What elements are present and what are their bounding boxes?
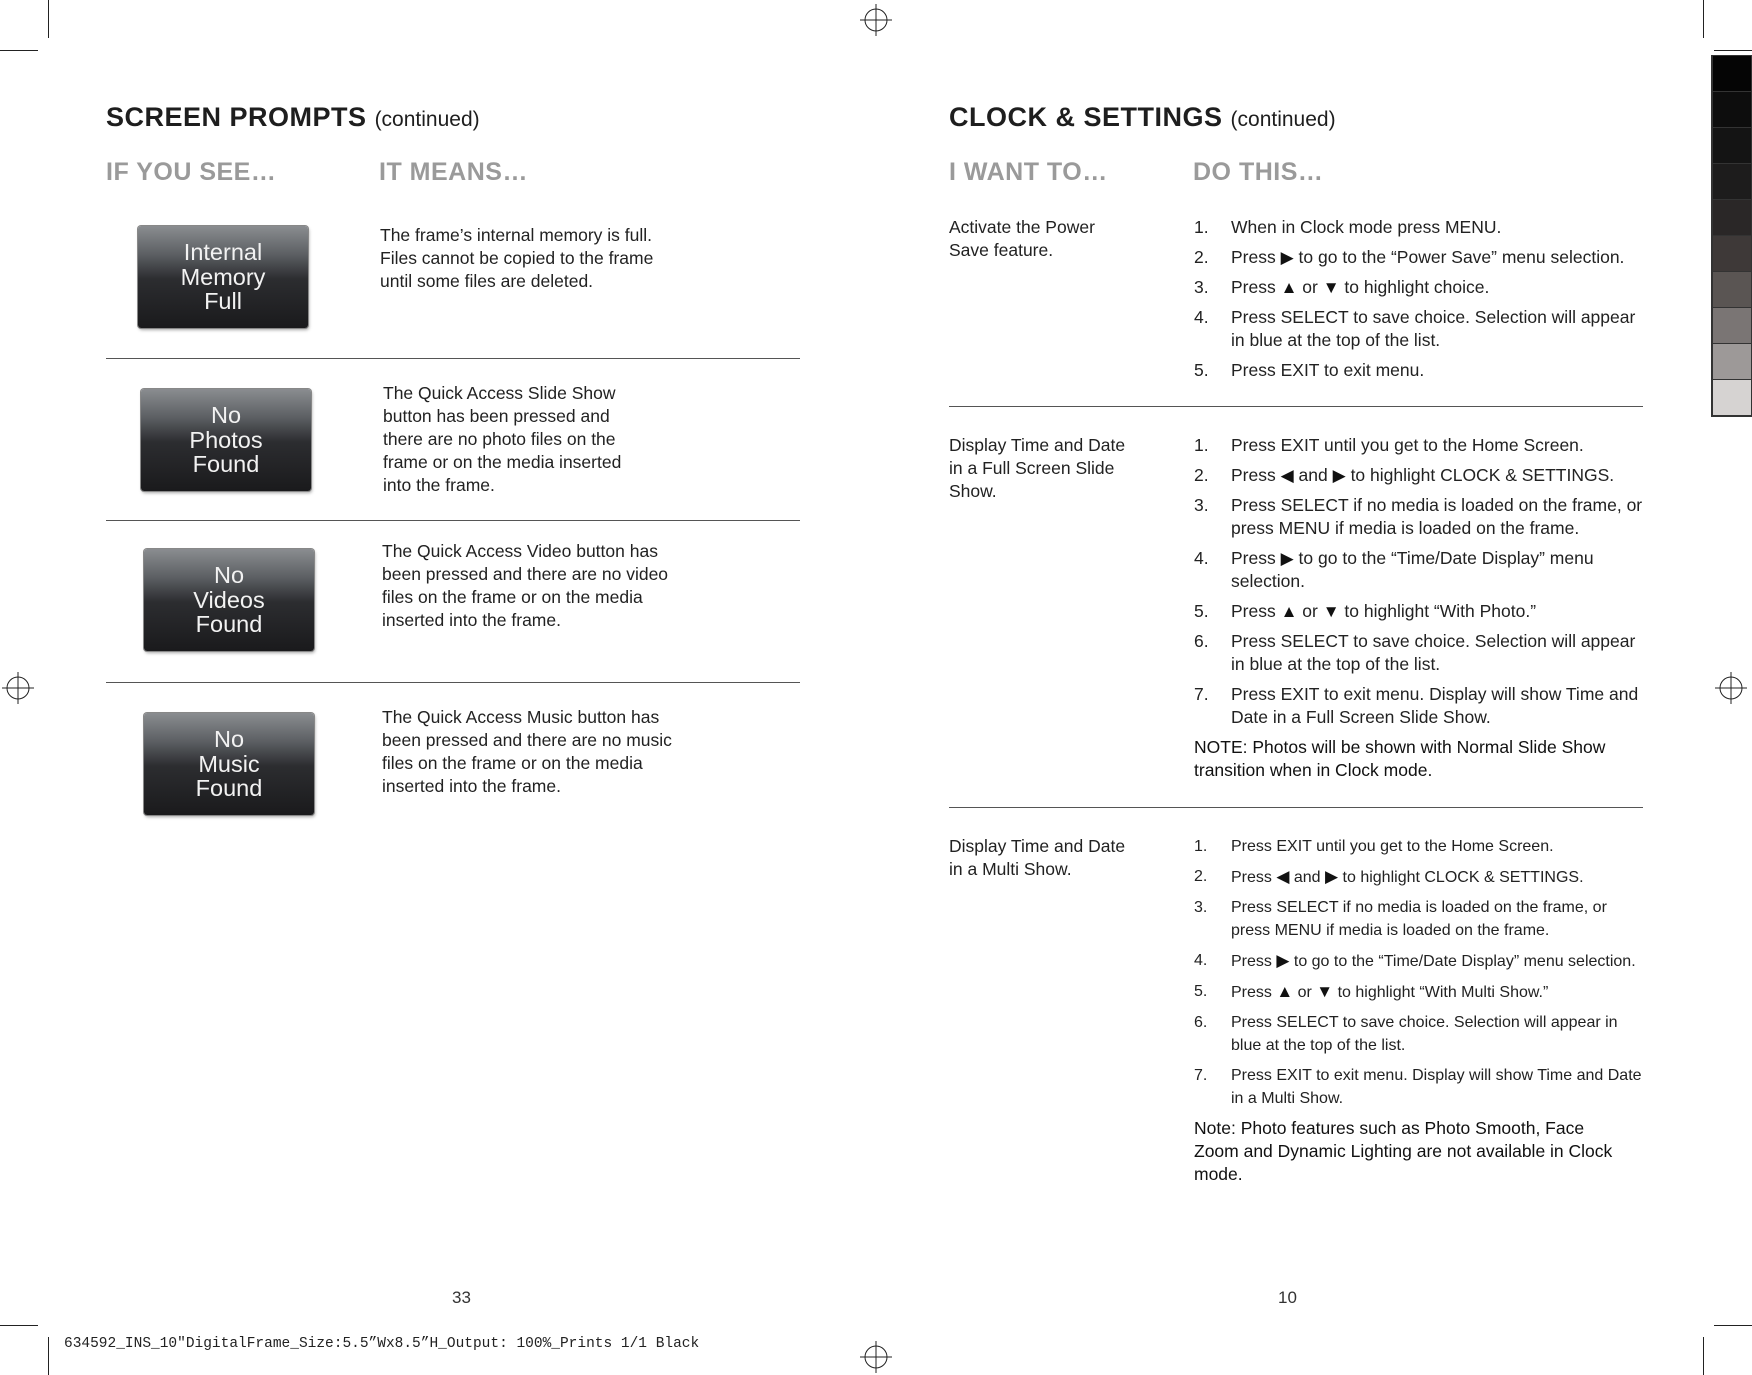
step-text: to go to the “Time/Date Display” menu selection. xyxy=(1289,953,1636,970)
divider xyxy=(106,520,800,521)
step-number: 4. xyxy=(1194,952,1208,969)
step-item xyxy=(1194,683,1649,729)
step-item xyxy=(1194,306,1644,352)
color-swatch xyxy=(1713,56,1751,91)
step-text: to highlight “With Multi Show.” xyxy=(1333,984,1549,1001)
badge-line: Memory xyxy=(180,263,266,290)
color-bar xyxy=(1711,55,1752,417)
step-item xyxy=(1194,835,1649,858)
prompt-badge xyxy=(144,549,314,651)
step-text: Press EXIT to exit menu. xyxy=(1231,360,1425,380)
divider xyxy=(106,682,800,683)
crop-mark xyxy=(0,1325,38,1326)
step-text: to highlight CLOCK & SETTINGS. xyxy=(1345,465,1615,485)
step-text: Press xyxy=(1231,869,1277,886)
step-text: to highlight “With Photo.” xyxy=(1339,601,1537,621)
color-swatch xyxy=(1713,380,1751,415)
step-text: Press EXIT to exit menu. Display will show Time and Date in a Multi Show. xyxy=(1231,1067,1642,1107)
step-number: 6. xyxy=(1194,1014,1208,1031)
step-number: 7. xyxy=(1194,684,1209,704)
page-heading-right xyxy=(949,102,1336,133)
step-item xyxy=(1194,547,1649,593)
step-text: to highlight CLOCK & SETTINGS. xyxy=(1338,869,1584,886)
badge-line: No xyxy=(213,726,245,753)
page-heading-left xyxy=(106,102,480,133)
step-item xyxy=(1194,434,1649,457)
color-swatch xyxy=(1713,128,1751,163)
step-number: 3. xyxy=(1194,277,1209,297)
badge-line: No xyxy=(210,402,242,429)
step-text: When in Clock mode press MENU. xyxy=(1231,217,1502,237)
right-arrow-icon: ▶ xyxy=(1280,549,1294,568)
column-header-if-you-see: IF YOU SEE… xyxy=(106,158,277,186)
step-number: 5. xyxy=(1194,360,1209,380)
step-text: to go to the “Power Save” menu selection. xyxy=(1293,247,1625,267)
step-text: Press xyxy=(1231,548,1281,568)
step-number: 7. xyxy=(1194,1067,1208,1084)
divider xyxy=(949,406,1643,407)
color-swatch xyxy=(1713,200,1751,235)
color-swatch xyxy=(1713,164,1751,199)
registration-mark-icon xyxy=(860,1341,892,1373)
prompt-description: The frame’s internal memory is full. Files cannot be copied to the frame until some files are deleted. xyxy=(380,225,654,291)
crop-mark xyxy=(1714,1325,1752,1326)
step-item xyxy=(1194,1064,1649,1110)
badge-line: No xyxy=(213,562,245,589)
step-text: to highlight choice. xyxy=(1339,277,1490,297)
badge-line: Photos xyxy=(189,426,263,453)
column-header-it-means: IT MEANS… xyxy=(379,158,528,186)
color-swatch xyxy=(1713,272,1751,307)
step-item xyxy=(1194,494,1649,540)
step-number: 2. xyxy=(1194,868,1208,885)
note-text: NOTE: Photos will be shown with Normal Slide Show transition when in Clock mode. xyxy=(1194,737,1606,780)
step-text: Press EXIT to exit menu. Display will show Time and Date in a Full Screen Slide Show. xyxy=(1231,684,1639,727)
divider xyxy=(106,358,800,359)
note-text: Note: Photo features such as Photo Smooth, Face Zoom and Dynamic Lighting are not available in Clock mode. xyxy=(1194,1118,1613,1184)
prompt-badge xyxy=(141,389,311,491)
right-arrow-icon: ▶ xyxy=(1280,248,1294,267)
step-text: and xyxy=(1293,465,1333,485)
step-text: Press SELECT to save choice. Selection will appear in blue at the top of the list. xyxy=(1231,631,1636,674)
heading-suffix: (continued) xyxy=(374,108,480,131)
step-item xyxy=(1194,980,1649,1004)
prompt-badge xyxy=(144,713,314,815)
steps-list xyxy=(1194,434,1649,729)
step-text: or xyxy=(1297,277,1323,297)
badge-line: Found xyxy=(195,611,263,638)
step-number: 2. xyxy=(1194,247,1209,267)
step-text: Press EXIT until you get to the Home Screen. xyxy=(1231,838,1554,855)
step-number: 4. xyxy=(1194,307,1209,327)
steps-list xyxy=(1194,216,1644,389)
registration-mark-icon xyxy=(860,4,892,36)
task-description: Display Time and Date in a Multi Show. xyxy=(949,836,1126,879)
crop-mark xyxy=(1703,1337,1704,1375)
color-swatch xyxy=(1713,92,1751,127)
step-text: Press SELECT if no media is loaded on the frame, or press MENU if media is loaded on the frame. xyxy=(1231,495,1643,538)
prompt-badge xyxy=(138,226,308,328)
step-number: 3. xyxy=(1194,495,1209,515)
step-item xyxy=(1194,949,1649,973)
divider xyxy=(949,807,1643,808)
step-number: 1. xyxy=(1194,217,1209,237)
step-item xyxy=(1194,464,1649,487)
step-item xyxy=(1194,630,1649,676)
crop-mark xyxy=(0,50,38,51)
right-arrow-icon: ▶ xyxy=(1325,867,1339,886)
crop-mark xyxy=(48,0,49,38)
step-text: Press xyxy=(1231,984,1277,1001)
step-item xyxy=(1194,216,1644,239)
step-text: or xyxy=(1293,984,1317,1001)
step-number: 2. xyxy=(1194,465,1209,485)
step-text: Press xyxy=(1231,247,1281,267)
badge-line: Found xyxy=(192,451,260,478)
badge-line: Internal xyxy=(183,239,263,266)
step-number: 4. xyxy=(1194,548,1209,568)
prompt-description: The Quick Access Music button has been pressed and there are no music files on the frame or on the media inserted into the frame. xyxy=(382,707,672,796)
crop-mark xyxy=(1703,0,1704,38)
left-arrow-icon: ◀ xyxy=(1280,466,1294,485)
steps-list xyxy=(1194,835,1649,1110)
column-header-i-want-to: I WANT TO… xyxy=(949,158,1108,186)
page-number-left: 33 xyxy=(452,1288,471,1307)
step-item xyxy=(1194,276,1644,299)
heading-suffix: (continued) xyxy=(1230,108,1336,131)
right-arrow-icon: ▶ xyxy=(1276,951,1290,970)
step-item xyxy=(1194,865,1649,889)
step-number: 5. xyxy=(1194,983,1208,1000)
badge-line: Music xyxy=(198,750,260,777)
step-item xyxy=(1194,1011,1649,1057)
prompt-description: The Quick Access Slide Show button has been pressed and there are no photo files on the frame or on the media inserted into the frame. xyxy=(383,383,622,495)
step-item xyxy=(1194,359,1644,382)
registration-mark-icon xyxy=(2,672,34,704)
step-text: or xyxy=(1297,601,1323,621)
step-item xyxy=(1194,896,1649,942)
step-text: Press xyxy=(1231,601,1281,621)
step-text: Press xyxy=(1231,465,1281,485)
heading-title: CLOCK & SETTINGS xyxy=(949,102,1223,132)
crop-mark xyxy=(48,1337,49,1375)
task-description: Display Time and Date in a Full Screen Slide Show. xyxy=(949,435,1126,501)
print-slug: 634592_INS_10"DigitalFrame_Size:5.5”Wx8.5”H_Output: 100%_Prints 1/1 Black xyxy=(64,1336,700,1352)
badge-line: Videos xyxy=(193,586,265,613)
section-body xyxy=(1194,835,1649,1186)
up-arrow-icon: ▲ xyxy=(1280,602,1298,621)
step-number: 5. xyxy=(1194,601,1209,621)
step-text: Press EXIT until you get to the Home Screen. xyxy=(1231,435,1584,455)
color-swatch xyxy=(1713,344,1751,379)
color-swatch xyxy=(1713,236,1751,271)
heading-title: SCREEN PROMPTS xyxy=(106,102,367,132)
badge-line: Full xyxy=(204,288,242,315)
task-description: Activate the Power Save feature. xyxy=(949,217,1095,260)
step-text: and xyxy=(1289,869,1326,886)
prompt-description: The Quick Access Video button has been pressed and there are no video files on the frame or on the media inserted into the frame. xyxy=(382,541,669,630)
page-number-right: 10 xyxy=(1278,1288,1297,1307)
registration-mark-icon xyxy=(1715,672,1747,704)
down-arrow-icon: ▼ xyxy=(1322,278,1340,297)
down-arrow-icon: ▼ xyxy=(1316,982,1334,1001)
step-number: 6. xyxy=(1194,631,1209,651)
up-arrow-icon: ▲ xyxy=(1276,982,1294,1001)
color-swatch xyxy=(1713,308,1751,343)
crop-mark xyxy=(1714,50,1752,51)
up-arrow-icon: ▲ xyxy=(1280,278,1298,297)
step-number: 1. xyxy=(1194,435,1209,455)
column-header-do-this: DO THIS… xyxy=(1193,158,1324,186)
badge-line: Found xyxy=(195,775,263,802)
step-number: 3. xyxy=(1194,899,1208,916)
step-item xyxy=(1194,600,1649,623)
step-text: Press xyxy=(1231,277,1281,297)
step-item xyxy=(1194,246,1644,269)
step-text: Press xyxy=(1231,953,1277,970)
left-arrow-icon: ◀ xyxy=(1276,867,1290,886)
section-body xyxy=(1194,434,1649,782)
step-text: Press SELECT to save choice. Selection will appear in blue at the top of the list. xyxy=(1231,307,1636,350)
down-arrow-icon: ▼ xyxy=(1322,602,1340,621)
step-text: Press SELECT to save choice. Selection will appear in blue at the top of the list. xyxy=(1231,1014,1618,1054)
step-text: Press SELECT if no media is loaded on the frame, or press MENU if media is loaded on the frame. xyxy=(1231,899,1607,939)
step-text: to go to the “Time/Date Display” menu selection. xyxy=(1231,548,1594,591)
step-number: 1. xyxy=(1194,838,1208,855)
right-arrow-icon: ▶ xyxy=(1332,466,1346,485)
